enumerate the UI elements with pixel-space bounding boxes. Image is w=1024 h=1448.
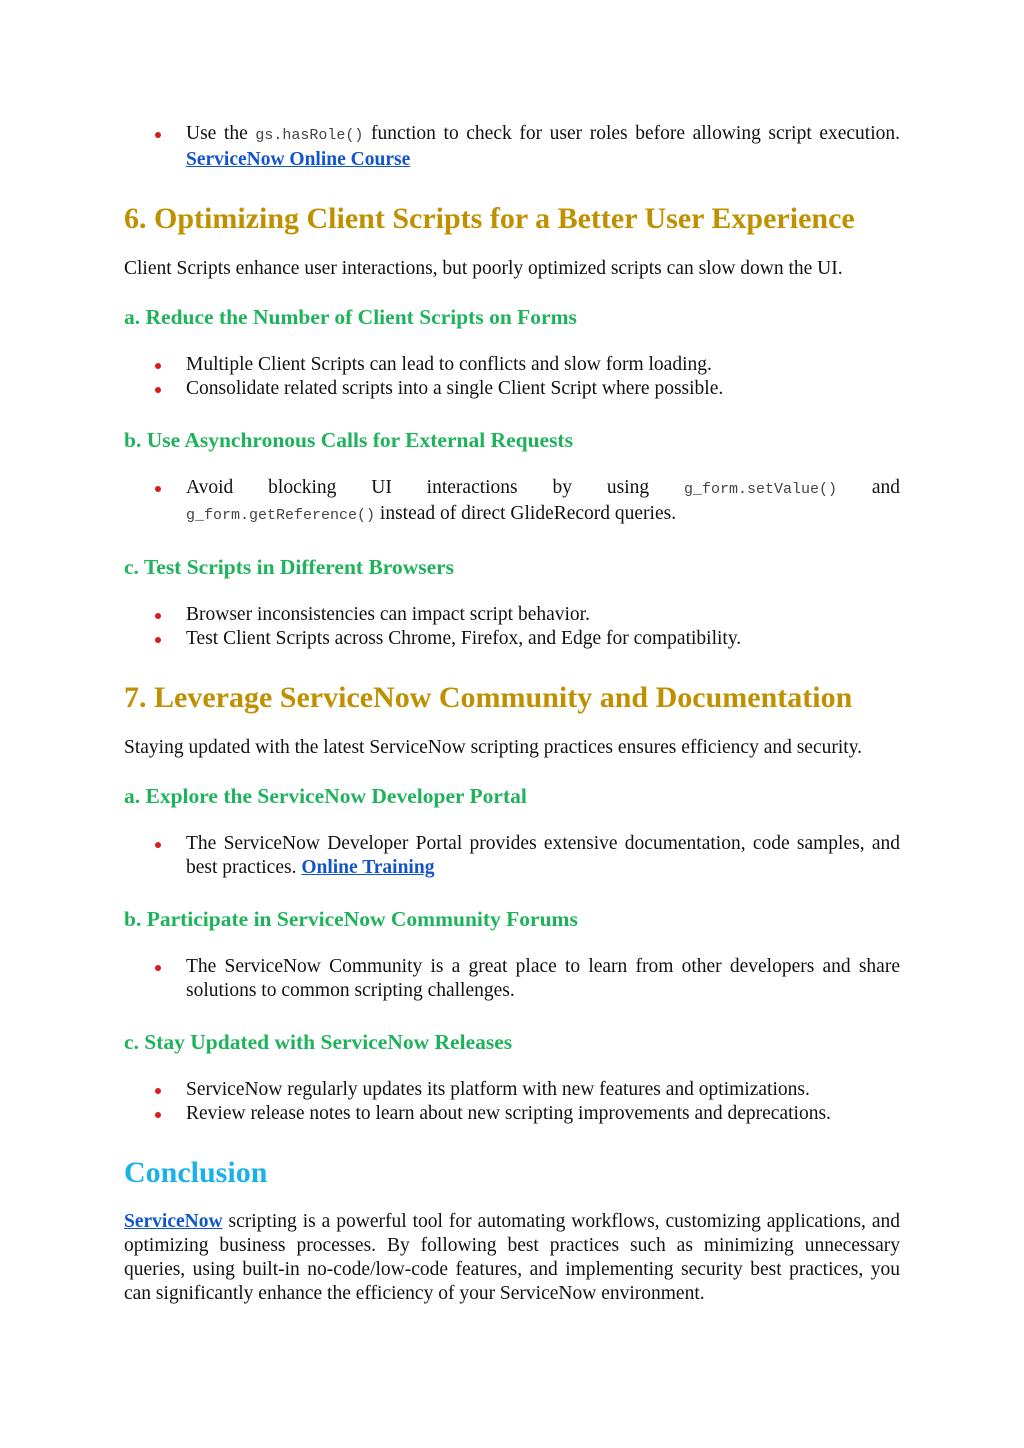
section-7-heading: 7. Leverage ServiceNow Community and Documentation bbox=[124, 681, 853, 714]
section-7a-list bbox=[124, 832, 900, 880]
list-item: Consolidate related scripts into a single Client Script where possible. bbox=[124, 377, 900, 401]
section-7b-list bbox=[124, 955, 900, 1003]
section-7-intro: Staying updated with the latest ServiceNow scripting practices ensures efficiency and security. bbox=[124, 737, 863, 758]
bullet-line bbox=[186, 476, 900, 502]
list-item bbox=[124, 476, 900, 528]
inline-code: g_form.setValue() bbox=[683, 481, 837, 498]
bullet-text: function to check for user roles before allowing script execution. bbox=[370, 123, 900, 144]
servicenow-link[interactable]: ServiceNow bbox=[124, 1211, 223, 1232]
online-training-link[interactable]: Online Training bbox=[301, 857, 435, 878]
conclusion-text: scripting is a powerful tool for automating workflows, customizing applications, and optimizing business processes. By following best practices such as minimizing unnecessary queries, using built-in no-code/low-code features, and implementing security best practices, you can significantly enhance the efficiency of your ServiceNow environment. bbox=[124, 1211, 900, 1304]
list-item: ServiceNow regularly updates its platform with new features and optimizations. bbox=[124, 1078, 900, 1102]
list-item: Review release notes to learn about new scripting improvements and deprecations. bbox=[124, 1102, 900, 1126]
section-6a-list bbox=[124, 353, 900, 401]
conclusion-heading: Conclusion bbox=[124, 1156, 268, 1189]
section-6c-heading: c. Test Scripts in Different Browsers bbox=[124, 555, 455, 579]
list-item bbox=[124, 122, 900, 172]
list-item: Browser inconsistencies can impact script behavior. bbox=[124, 603, 900, 627]
bullet-text: instead of direct GlideRecord queries. bbox=[379, 503, 677, 524]
section-7a-heading: a. Explore the ServiceNow Developer Portal bbox=[124, 784, 527, 808]
list-item: Test Client Scripts across Chrome, Firefox, and Edge for compatibility. bbox=[124, 627, 900, 651]
bullet-text: Avoid blocking UI interactions by using bbox=[186, 477, 650, 498]
section-6a-heading: a. Reduce the Number of Client Scripts on Forms bbox=[124, 305, 577, 329]
bullet-text: Use the bbox=[186, 123, 248, 144]
intro-bullet-list bbox=[124, 122, 900, 172]
inline-code: g_form.getReference() bbox=[186, 507, 376, 524]
list-item: The ServiceNow Community is a great place to learn from other developers and share solutions to common scripting challenges. bbox=[124, 955, 900, 1003]
section-7c-list bbox=[124, 1078, 900, 1126]
bullet-text: The ServiceNow Developer Portal provides extensive documentation, code samples, and best practices. bbox=[186, 833, 900, 878]
section-6b-list bbox=[124, 476, 900, 528]
section-6-intro: Client Scripts enhance user interactions, but poorly optimized scripts can slow down the UI. bbox=[124, 258, 843, 279]
section-7b-heading: b. Participate in ServiceNow Community Forums bbox=[124, 907, 578, 931]
section-7c-heading: c. Stay Updated with ServiceNow Releases bbox=[124, 1030, 513, 1054]
section-6c-list bbox=[124, 603, 900, 651]
inline-code: gs.hasRole() bbox=[255, 127, 364, 144]
bullet-text: and bbox=[871, 477, 901, 498]
servicenow-online-course-link[interactable]: ServiceNow Online Course bbox=[186, 149, 411, 170]
document-page bbox=[124, 122, 900, 1306]
bullet-line bbox=[186, 502, 900, 528]
conclusion-paragraph bbox=[124, 1210, 900, 1306]
list-item bbox=[124, 832, 900, 880]
list-item: Multiple Client Scripts can lead to conflicts and slow form loading. bbox=[124, 353, 900, 377]
section-6b-heading: b. Use Asynchronous Calls for External Requests bbox=[124, 428, 573, 452]
section-6-heading: 6. Optimizing Client Scripts for a Better User Experience bbox=[124, 202, 855, 235]
